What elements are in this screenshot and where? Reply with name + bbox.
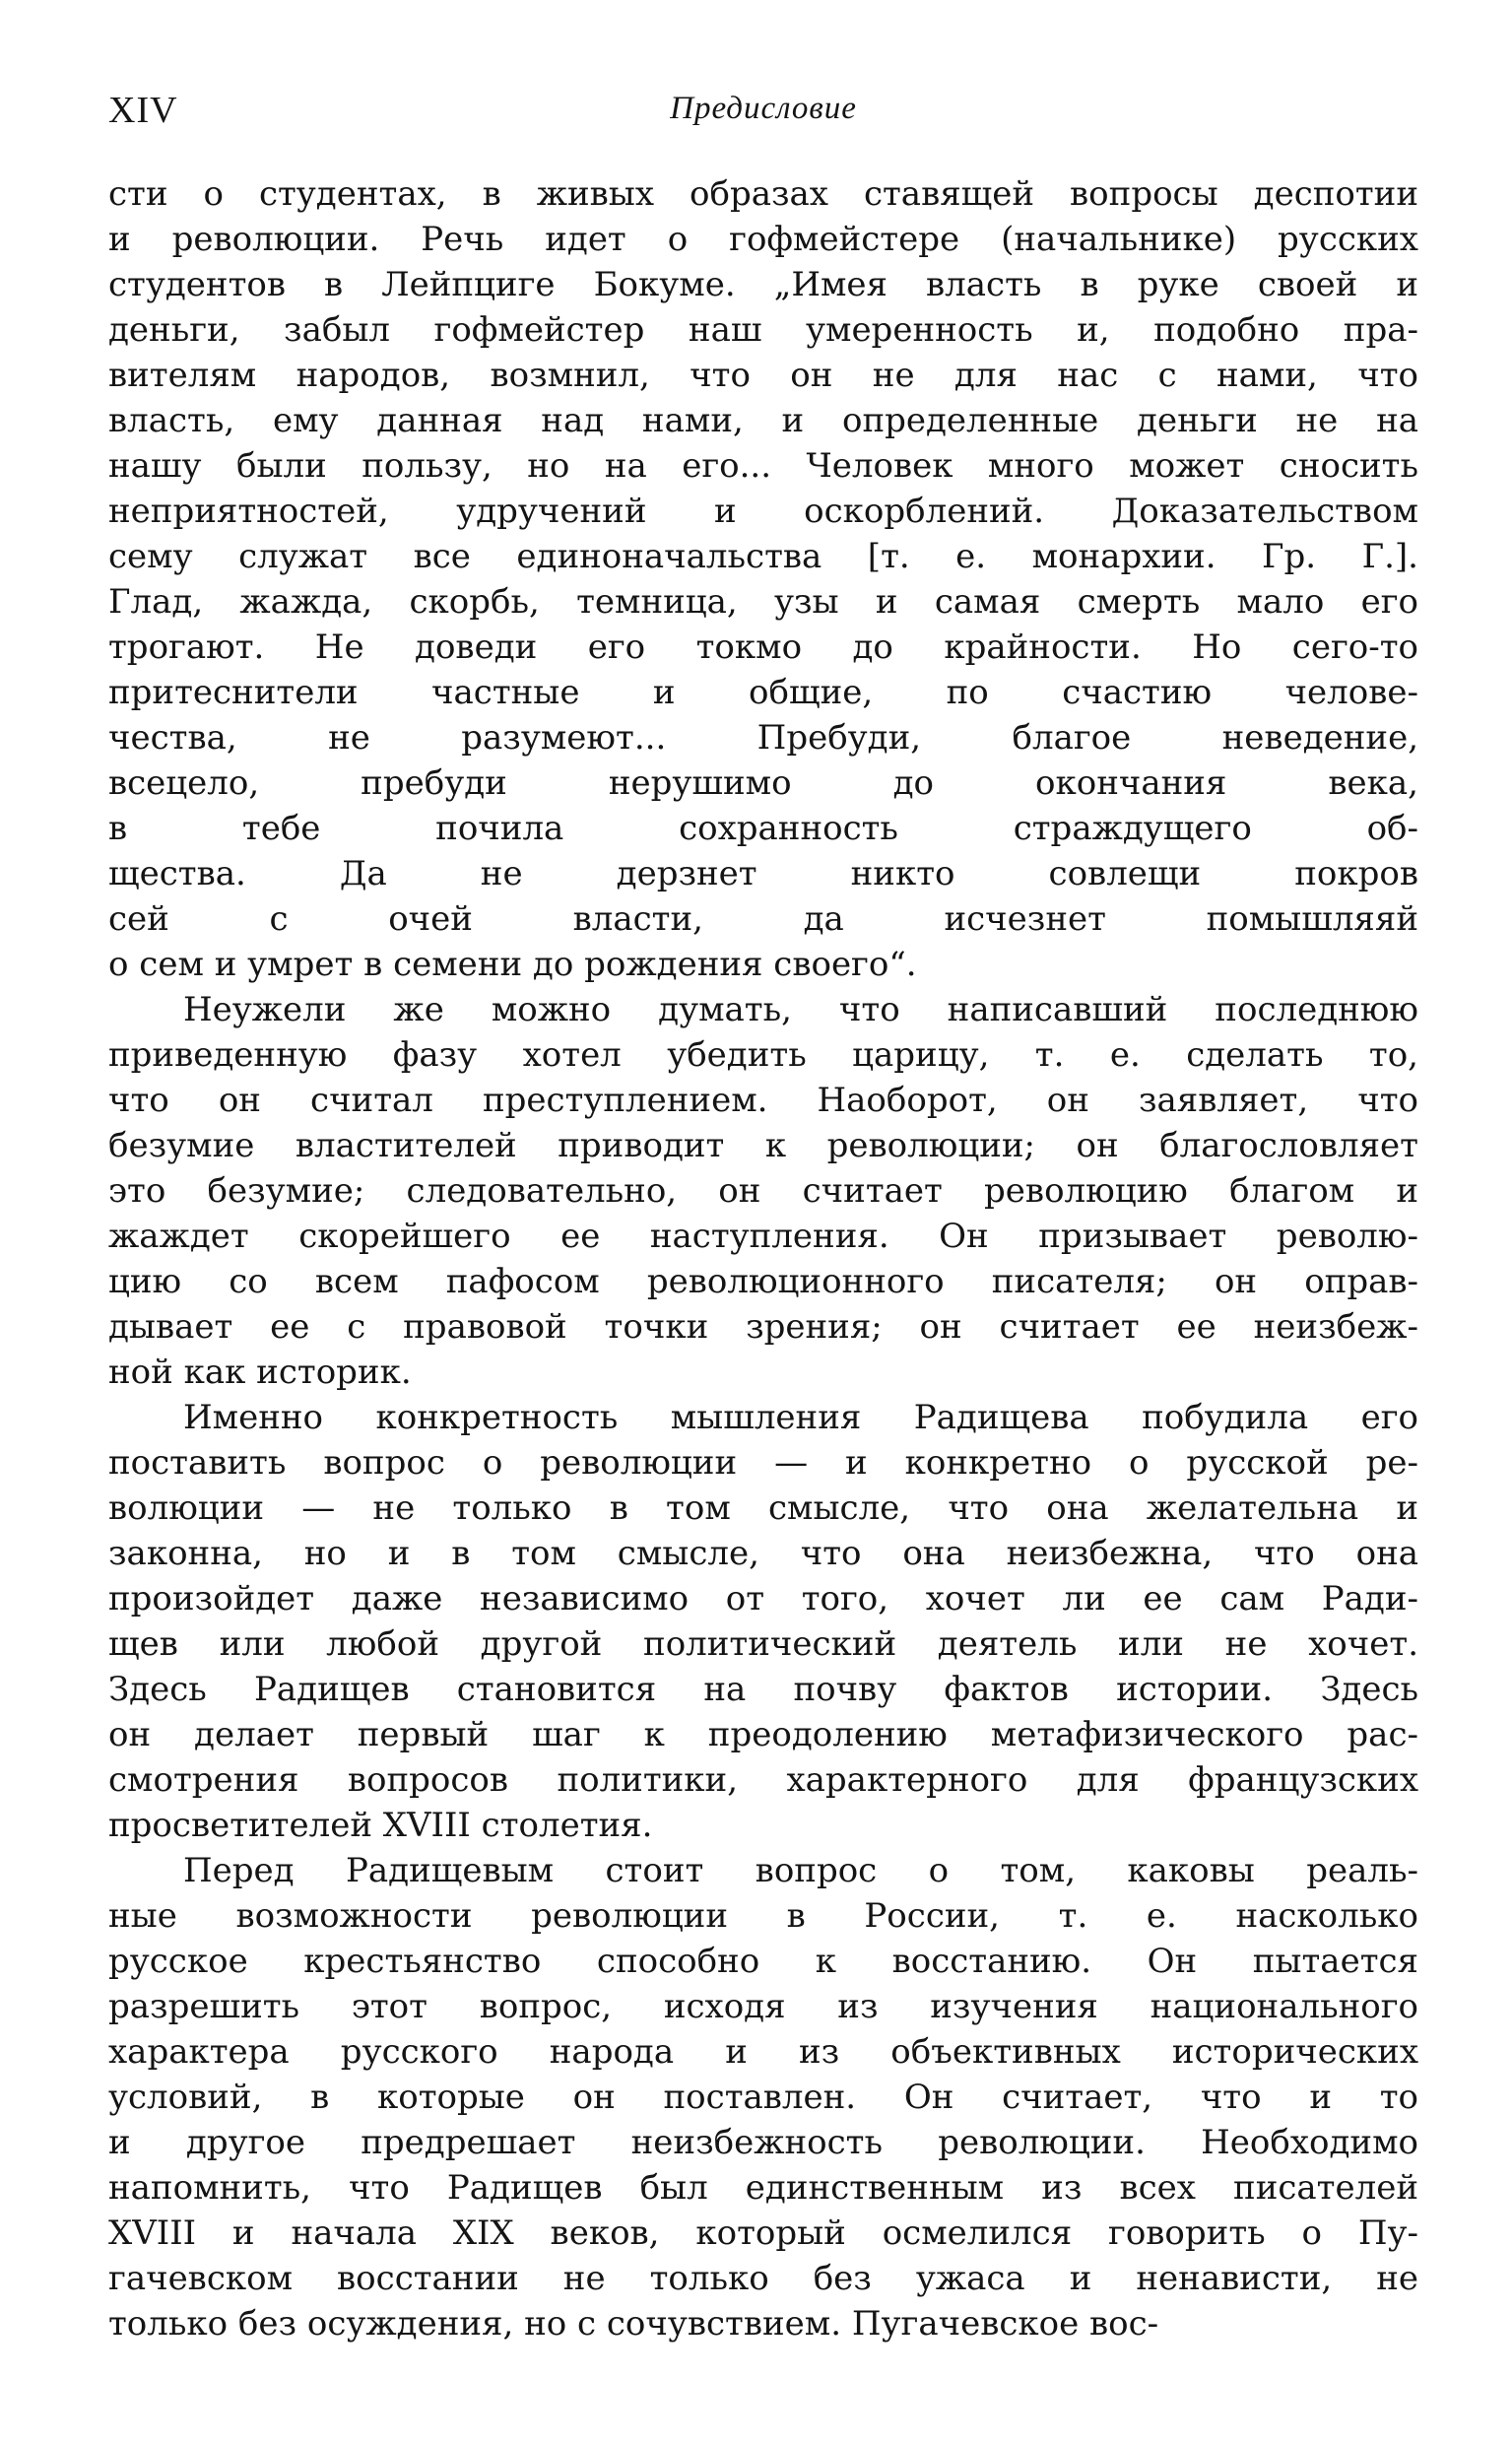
- text-line: трогают. Не доведи его токмо до крайности. Но сего-то: [108, 627, 1418, 667]
- text-line: законна, но и в том смысле, что она неизбежна, что она: [108, 1534, 1418, 1573]
- paragraph: [108, 1848, 1418, 2346]
- body-text: [108, 171, 1418, 2346]
- text-line: притеснители частные и общие, по счастию челове-: [108, 673, 1418, 712]
- text-line: разрешить этот вопрос, исходя из изучения национального: [108, 1987, 1418, 2026]
- text-line: произойдет даже независимо от того, хочет ли ее сам Ради-: [108, 1579, 1418, 1618]
- text-line: нашу были пользу, но на его... Человек много может сносить: [108, 446, 1418, 486]
- page-number: XIV: [108, 90, 178, 131]
- paragraph: [108, 1395, 1418, 1848]
- text-line: это безумие; следовательно, он считает революцию благом и: [108, 1171, 1418, 1211]
- section-title: Предисловие: [670, 91, 857, 126]
- paragraph: [108, 987, 1418, 1395]
- text-line: только без осуждения, но с сочувствием. Пугачевское вос-: [108, 2304, 1159, 2344]
- text-line: дывает ее с правовой точки зрения; он считает ее неизбеж-: [108, 1307, 1418, 1347]
- text-line: жаждет скорейшего ее наступления. Он призывает револю-: [108, 1217, 1418, 1256]
- text-line: щества. Да не дерзнет никто совлещи покров: [108, 854, 1418, 893]
- text-line: неприятностей, удручений и оскорблений. Доказательством: [108, 492, 1418, 531]
- text-line: щев или любой другой политический деятель или не хочет.: [108, 1624, 1418, 1664]
- text-line: безумие властителей приводит к революции; он благословляет: [108, 1126, 1418, 1165]
- page: [108, 79, 1418, 2346]
- text-line: Именно конкретность мышления Радищева побудила его: [183, 1398, 1418, 1437]
- text-line: ные возможности революции в России, т. е. насколько: [108, 1896, 1418, 1936]
- text-line: Здесь Радищев становится на почву фактов истории. Здесь: [108, 1670, 1418, 1709]
- text-line: просветителей XVIII столетия.: [108, 1806, 653, 1845]
- text-line: и другое предрешает неизбежность революции. Необходимо: [108, 2123, 1418, 2162]
- text-line: в тебе почила сохранность страждущего об-: [108, 809, 1418, 848]
- text-line: Глад, жажда, скорбь, темница, узы и самая смерть мало его: [108, 582, 1418, 622]
- text-line: смотрения вопросов политики, характерного для французских: [108, 1760, 1418, 1800]
- text-line: цию со всем пафосом революционного писателя; он оправ-: [108, 1262, 1418, 1301]
- text-line: власть, ему данная над нами, и определенные деньги не на: [108, 401, 1418, 440]
- text-line: условий, в которые он поставлен. Он считает, что и то: [108, 2078, 1418, 2117]
- text-line: вителям народов, возмнил, что он не для нас с нами, что: [108, 356, 1418, 395]
- text-line: что он считал преступлением. Наоборот, он заявляет, что: [108, 1081, 1418, 1120]
- text-line: он делает первый шаг к преодолению метафизического рас-: [108, 1715, 1418, 1754]
- text-line: волюции — не только в том смысле, что она желательна и: [108, 1488, 1418, 1528]
- text-line: поставить вопрос о революции — и конкретно о русской ре-: [108, 1443, 1418, 1483]
- text-line: приведенную фазу хотел убедить царицу, т. е. сделать то,: [108, 1035, 1418, 1075]
- text-line: чества, не разумеют... Пребуди, благое неведение,: [108, 718, 1418, 758]
- text-line: русское крестьянство способно к восстанию. Он пытается: [108, 1942, 1418, 1981]
- text-line: Перед Радищевым стоит вопрос о том, каковы реаль-: [183, 1851, 1418, 1890]
- text-line: XVIII и начала XIX веков, который осмелился говорить о Пу-: [108, 2213, 1418, 2253]
- text-line: сему служат все единоначальства [т. е. монархии. Гр. Г.].: [108, 537, 1418, 576]
- text-line: гачевском восстании не только без ужаса и ненависти, не: [108, 2259, 1418, 2298]
- text-line: сти о студентах, в живых образах ставящей вопросы деспотии: [108, 174, 1418, 214]
- text-line: сей с очей власти, да исчезнет помышляяй: [108, 899, 1418, 939]
- text-line: характера русского народа и из объективных исторических: [108, 2032, 1418, 2072]
- text-line: о сем и умрет в семени до рождения своего“.: [108, 945, 917, 984]
- text-line: студентов в Лейпциге Бокуме. „Имея власть в руке своей и: [108, 265, 1418, 304]
- text-line: всецело, пребуди нерушимо до окончания века,: [108, 763, 1418, 803]
- text-line: и революции. Речь идет о гофмейстере (начальнике) русских: [108, 220, 1418, 259]
- running-head: [108, 79, 1418, 148]
- paragraph: [108, 171, 1418, 987]
- text-line: Неужели же можно думать, что написавший последнюю: [183, 990, 1418, 1029]
- text-line: деньги, забыл гофмейстер наш умеренность и, подобно пра-: [108, 310, 1418, 350]
- text-line: напомнить, что Радищев был единственным из всех писателей: [108, 2168, 1418, 2208]
- text-line: ной как историк.: [108, 1353, 412, 1392]
